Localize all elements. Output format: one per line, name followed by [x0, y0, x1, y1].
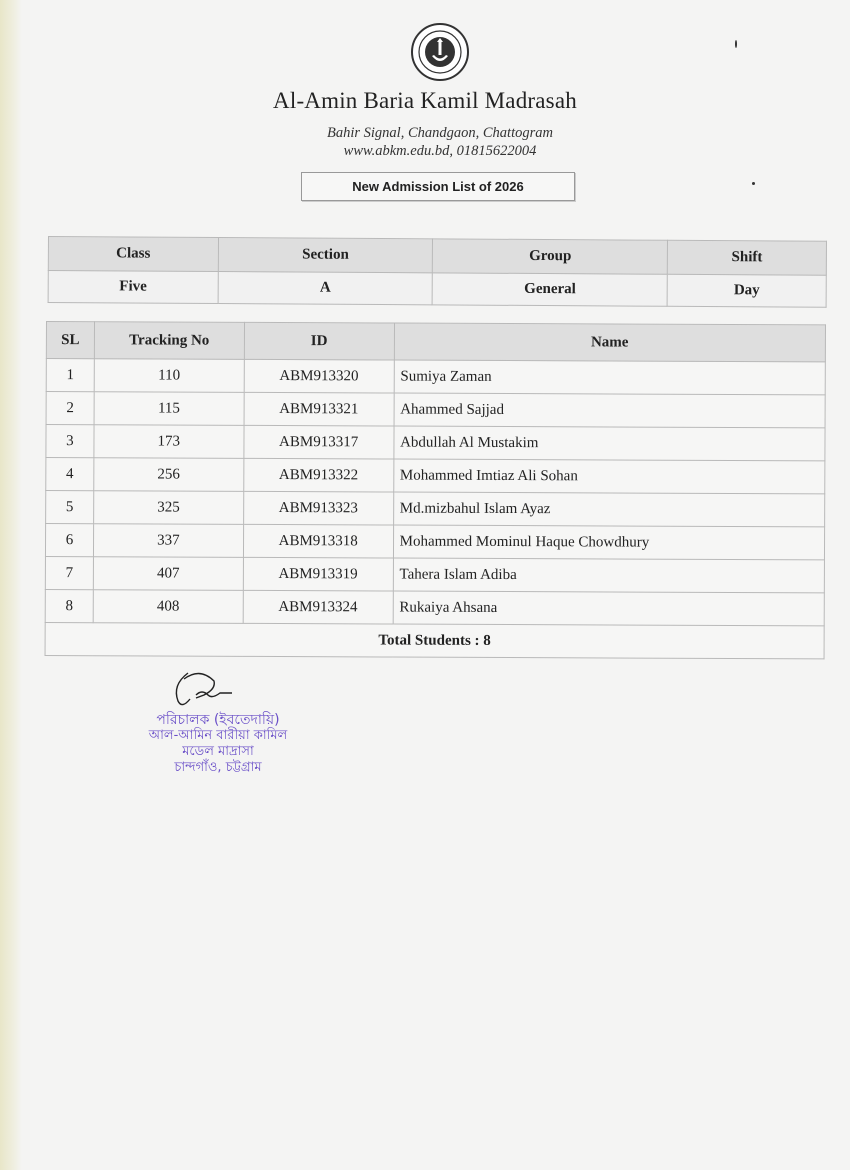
- sl-cell: 2: [46, 392, 94, 425]
- name-cell: Md.mizbahul Islam Ayaz: [393, 492, 825, 527]
- id-cell: ABM913319: [243, 557, 393, 591]
- table-row: [45, 556, 824, 592]
- official-stamp: [118, 712, 318, 776]
- name-cell: Sumiya Zaman: [394, 360, 826, 395]
- speck-mark: [752, 182, 755, 185]
- institution-address: Bahir Signal, Chandgaon, Chattogram: [327, 125, 553, 141]
- group-header: Group: [433, 239, 668, 274]
- tracking-no-cell: 173: [94, 425, 244, 459]
- students-table: [45, 321, 826, 659]
- table-row: [45, 524, 824, 560]
- institution-name: Al-Amin Baria Kamil Madrasah: [273, 88, 577, 113]
- sl-cell: 7: [45, 556, 93, 589]
- class-header: Class: [48, 237, 218, 272]
- table-row: [45, 589, 824, 625]
- id-cell: ABM913317: [244, 425, 394, 459]
- tracking-no-cell: 325: [94, 491, 244, 525]
- table-row: [46, 458, 825, 494]
- stamp-line-3: মডেল মাদ্রাসা: [182, 744, 254, 759]
- name-cell: Abdullah Al Mustakim: [394, 426, 826, 461]
- shift-value: Day: [667, 274, 826, 307]
- name-cell: Rukaiya Ahsana: [393, 591, 825, 626]
- tracking-no-header: Tracking No: [94, 322, 244, 360]
- table-row: [46, 491, 825, 527]
- tracking-no-cell: 407: [93, 557, 243, 591]
- class-info-header-row: [48, 237, 826, 276]
- sl-cell: 3: [46, 425, 94, 458]
- name-cell: Mohammed Mominul Haque Chowdhury: [393, 525, 825, 560]
- group-value: General: [433, 273, 668, 306]
- id-cell: ABM913324: [243, 590, 393, 624]
- stamp-line-4: চান্দগাঁও, চট্টগ্রাম: [174, 760, 262, 775]
- tracking-no-cell: 256: [94, 458, 244, 492]
- sl-cell: 1: [46, 359, 94, 392]
- sl-header: SL: [46, 322, 94, 359]
- id-cell: ABM913318: [243, 524, 393, 558]
- paper-edge: [0, 0, 22, 1170]
- sl-cell: 5: [46, 491, 94, 524]
- institution-contact: www.abkm.edu.bd, 01815622004: [343, 143, 537, 159]
- speck-mark: [735, 40, 737, 48]
- students-header-row: [46, 322, 825, 362]
- signature-icon: [166, 665, 246, 715]
- name-cell: Mohammed Imtiaz Ali Sohan: [393, 459, 825, 494]
- total-students: Total Students : 8: [45, 622, 824, 658]
- class-value: Five: [48, 271, 218, 304]
- class-info-table: [48, 236, 827, 308]
- shift-header: Shift: [667, 240, 826, 275]
- tracking-no-cell: 337: [93, 524, 243, 558]
- class-info-value-row: [48, 271, 826, 308]
- name-cell: Ahammed Sajjad: [394, 393, 826, 428]
- table-row: [46, 392, 825, 428]
- sl-cell: 4: [46, 458, 94, 491]
- id-cell: ABM913320: [244, 359, 394, 393]
- list-title: New Admission List of 2026: [301, 172, 575, 201]
- tracking-no-cell: 110: [94, 359, 244, 393]
- id-header: ID: [244, 322, 394, 360]
- name-header: Name: [394, 323, 826, 362]
- stamp-line-2: আল-আমিন বারীয়া কামিল: [148, 728, 288, 743]
- sl-cell: 8: [45, 589, 93, 622]
- stamp-line-1: পরিচালক (ইবতেদায়ি): [156, 712, 280, 728]
- madrasah-logo-icon: [410, 22, 470, 82]
- section-value: A: [218, 272, 433, 305]
- tracking-no-cell: 408: [93, 590, 243, 624]
- table-row: [46, 359, 825, 395]
- total-row: [45, 622, 824, 658]
- tracking-no-cell: 115: [94, 392, 244, 426]
- id-cell: ABM913323: [243, 491, 393, 525]
- table-row: [46, 425, 825, 461]
- section-header: Section: [218, 238, 433, 273]
- id-cell: ABM913322: [244, 458, 394, 492]
- sl-cell: 6: [45, 524, 93, 557]
- id-cell: ABM913321: [244, 392, 394, 426]
- name-cell: Tahera Islam Adiba: [393, 558, 825, 593]
